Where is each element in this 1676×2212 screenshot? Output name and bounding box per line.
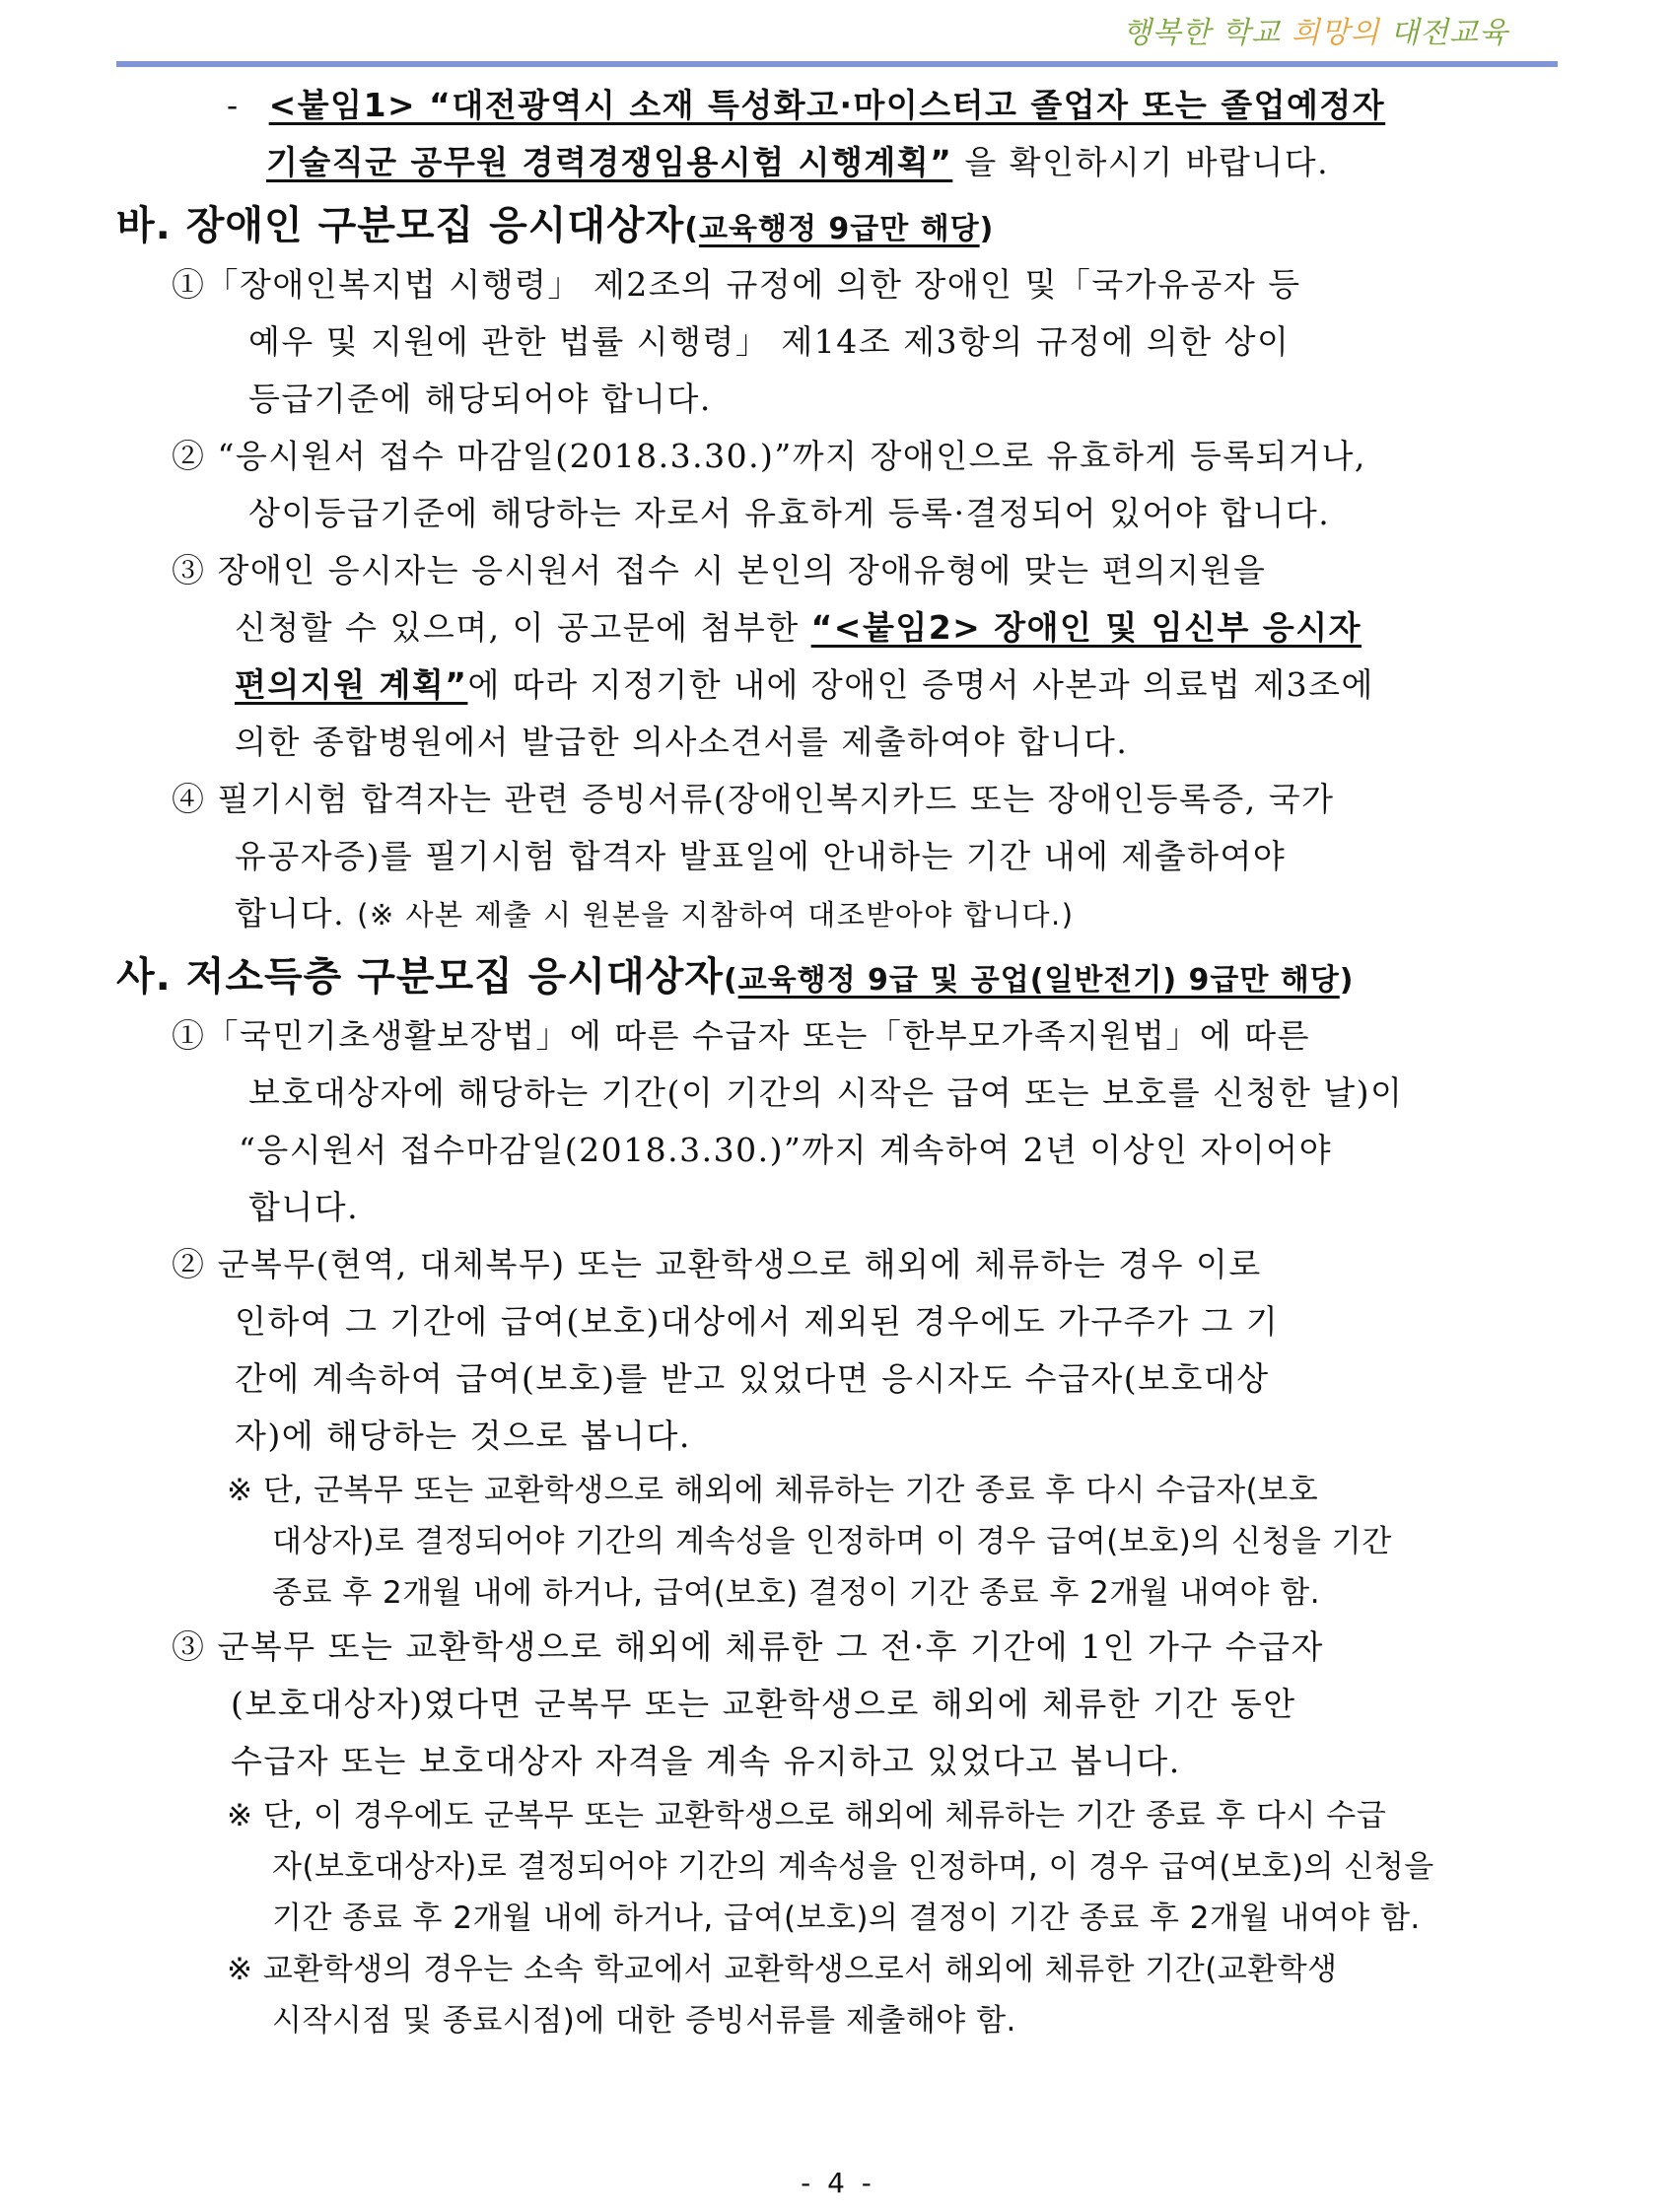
ba-item3-line4: 의한 종합병원에서 발급한 의사소견서를 제출하여야 합니다.	[235, 723, 1129, 761]
header-rule	[116, 61, 1558, 67]
sa-item1-line3: “응시원서 접수마감일(2018.3.30.)”까지 계속하여 2년 이상인 자이어야	[239, 1131, 1333, 1169]
slogan-part-2: 희망의	[1291, 16, 1391, 50]
sa-item1-line4: 합니다.	[248, 1188, 360, 1226]
sa-item1-line2: 보호대상자에 해당하는 기간(이 기간의 시작은 급여 또는 보호를 신청한 날)이	[248, 1073, 1404, 1112]
sa-item3-note1-line2: 자(보호대상자)로 결정되어야 기간의 계속성을 인정하며, 이 경우 급여(보호)의 신청을	[272, 1849, 1434, 1885]
header-slogan	[1123, 8, 1508, 51]
sa-item3-note2-line1: ※ 교환학생의 경우는 소속 학교에서 교환학생으로서 해외에 체류한 기간(교환학생	[227, 1952, 1338, 1987]
ba-item2-line2: 상이등급기준에 해당하는 자로서 유효하게 등록·결정되어 있어야 합니다.	[248, 494, 1331, 532]
sa-item2-line3: 간에 계속하여 급여(보호)를 받고 있었다면 응시자도 수급자(보호대상	[235, 1359, 1270, 1398]
sa-item2-note-line3: 종료 후 2개월 내에 하거나, 급여(보호) 결정이 기간 종료 후 2개월 내여야 함.	[272, 1575, 1321, 1611]
sa-item3-note2-line2: 시작시점 및 종료시점)에 대한 증빙서류를 제출해야 함.	[272, 2003, 1016, 2039]
sa-item2-line4: 자)에 해당하는 것으로 봅니다.	[235, 1417, 691, 1455]
ba-item4-note: (※ 사본 제출 시 원본을 지참하여 대조받아야 합니다.)	[357, 898, 1075, 932]
section-ba-scope: 교육행정 9급만 해당	[699, 212, 980, 246]
sa-item2-note-line2: 대상자)로 결정되어야 기간의 계속성을 인정하며 이 경우 급여(보호)의 신청을 기간	[272, 1524, 1392, 1559]
sa-item1-line1: ①「국민기초생활보장법」에 따른 수급자 또는「한부모가족지원법」에 따른	[172, 1016, 1311, 1055]
sa-item2-note-line1: ※ 단, 군복무 또는 교환학생으로 해외에 체류하는 기간 종료 후 다시 수급자(보호	[227, 1473, 1319, 1508]
ba-item3-line3: 편의지원 계획”에 따라 지정기한 내에 장애인 증명서 사본과 의료법 제3조에	[235, 665, 1374, 704]
attachment1-line-2	[116, 134, 1556, 191]
ba-item2-line1: ② “응시원서 접수 마감일(2018.3.30.)”까지 장애인으로 유효하게 등록되거나,	[172, 437, 1366, 475]
section-ba-title: 바. 장애인 구분모집 응시대상자	[116, 203, 685, 248]
attachment1-line-1	[116, 77, 1556, 134]
ba-item1-line2: 예우 및 지원에 관한 법률 시행령」 제14조 제3항의 규정에 의한 상이	[248, 322, 1291, 361]
bullet-dash: -	[227, 86, 240, 124]
ba-item3-line1: ③ 장애인 응시자는 응시원서 접수 시 본인의 장애유형에 맞는 편의지원을	[172, 551, 1267, 589]
sa-item3-line3: 수급자 또는 보호대상자 자격을 계속 유지하고 있었다고 봅니다.	[231, 1742, 1181, 1780]
ba-item4-line3: 합니다. (※ 사본 제출 시 원본을 지참하여 대조받아야 합니다.)	[235, 894, 1075, 933]
attachment2-link[interactable]: “<붙임2> 장애인 및 임신부 응시자	[810, 608, 1362, 647]
sa-item3-note1-line1: ※ 단, 이 경우에도 군복무 또는 교환학생으로 해외에 체류하는 기간 종료 후 다시 수급	[227, 1798, 1387, 1833]
slogan-part-1: 행복한 학교	[1122, 16, 1292, 50]
section-sa-scope: 교육행정 9급 및 공업(일반전기) 9급만 해당	[737, 963, 1340, 998]
attachment1-link[interactable]: <붙임1> “대전광역시 소재 특성화고·마이스터고 졸업자 또는 졸업예정자	[268, 86, 1386, 124]
ba-item1-line3: 등급기준에 해당되어야 합니다.	[248, 380, 712, 418]
attachment1-tail: 을 확인하시기 바랍니다.	[964, 143, 1330, 181]
section-ba-heading: 바. 장애인 구분모집 응시대상자(교육행정 9급만 해당)	[116, 203, 995, 248]
attachment2-link-cont[interactable]: 편의지원 계획”	[235, 665, 468, 704]
ba-item4-line1: ④ 필기시험 합격자는 관련 증빙서류(장애인복지카드 또는 장애인등록증, 국가	[172, 780, 1335, 818]
sa-item2-line2: 인하여 그 기간에 급여(보호)대상에서 제외된 경우에도 가구주가 그 기	[235, 1302, 1280, 1341]
slogan-part-3: 대전교육	[1390, 16, 1508, 50]
sa-item3-line2: (보호대상자)였다면 군복무 또는 교환학생으로 해외에 체류한 기간 동안	[231, 1685, 1296, 1723]
sa-item3-line1: ③ 군복무 또는 교환학생으로 해외에 체류한 그 전·후 기간에 1인 가구 수급자	[172, 1627, 1324, 1666]
sa-item3-note1-line3: 기간 종료 후 2개월 내에 하거나, 급여(보호)의 결정이 기간 종료 후 2개월 내여야 함.	[272, 1901, 1421, 1936]
ba-item1-line1: ①「장애인복지법 시행령」 제2조의 규정에 의한 장애인 및「국가유공자 등	[172, 265, 1301, 304]
attachment1-link-cont[interactable]: 기술직군 공무원 경력경쟁임용시험 시행계획”	[266, 143, 953, 181]
sa-item2-line1: ② 군복무(현역, 대체복무) 또는 교환학생으로 해외에 체류하는 경우 이로	[172, 1245, 1262, 1283]
document-body	[116, 77, 1556, 2046]
section-sa-title: 사. 저소득층 구분모집 응시대상자	[116, 954, 724, 1000]
ba-item4-line2: 유공자증)를 필기시험 합격자 발표일에 안내하는 기간 내에 제출하여야	[235, 837, 1287, 875]
section-sa-heading: 사. 저소득층 구분모집 응시대상자(교육행정 9급 및 공업(일반전기) 9급만 해당)	[116, 954, 1355, 1000]
ba-item3-line2: 신청할 수 있으며, 이 공고문에 첨부한 “<붙임2> 장애인 및 임신부 응시자	[235, 608, 1362, 647]
page-number: - 4 -	[801, 2167, 875, 2199]
